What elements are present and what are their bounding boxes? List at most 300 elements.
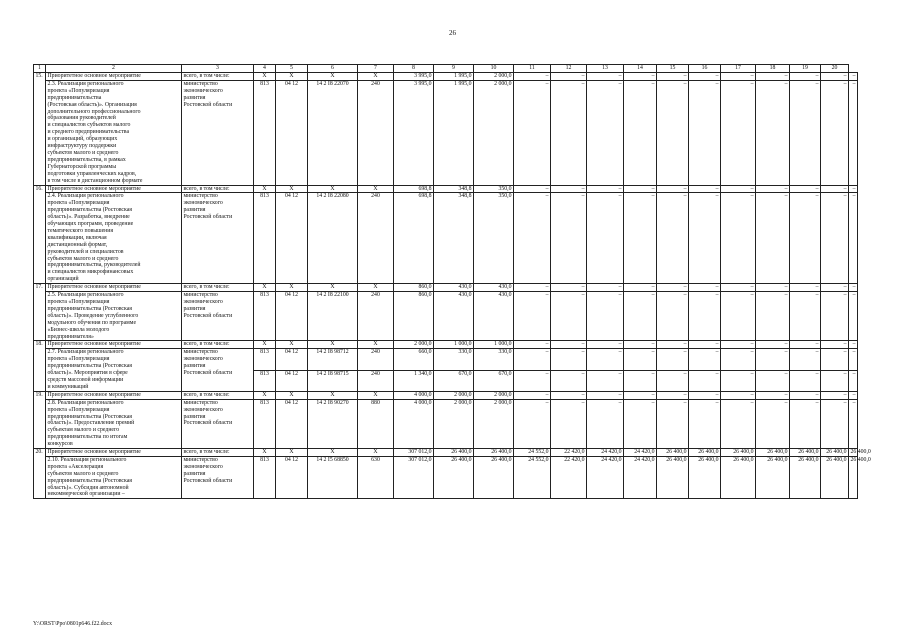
value-cell: – [514, 349, 551, 370]
value-cell: 2 000,0 [474, 80, 514, 185]
table-subrow [34, 193, 858, 284]
total-value-cell: – [689, 185, 721, 193]
total-value-cell: – [689, 341, 721, 349]
description-line: 2.10. Реализация регионального [47, 456, 127, 463]
total-value-cell: X [358, 185, 394, 193]
description-line: подготовки управленческих кадров, [47, 170, 137, 177]
value-cell: – [551, 399, 587, 448]
value-cell: 14 2 I8 22070 [308, 80, 358, 185]
total-value-cell: – [849, 73, 858, 81]
value-cell: – [514, 399, 551, 448]
total-value-cell: – [624, 391, 657, 399]
value-cell: 240 [358, 370, 394, 391]
table-row [34, 391, 858, 399]
executor-line: экономического [183, 87, 223, 94]
total-value-cell: – [821, 73, 849, 81]
description-line: субъектам малого и среднего [47, 427, 120, 434]
description-line: предпринимательства [47, 94, 102, 101]
column-number-cell: 13 [587, 65, 624, 73]
executor-line: экономического [183, 356, 223, 363]
value-cell: 26 400,0 [756, 456, 790, 498]
table-body [34, 65, 871, 499]
value-cell: 307 012,0 [394, 456, 434, 498]
description-line: субъектов малого и среднего [47, 470, 119, 477]
description-line: (Ростовская область)». Организация [47, 101, 137, 108]
total-value-cell: 26 400,0 [434, 449, 474, 457]
total-value-cell: – [721, 185, 756, 193]
value-cell: – [587, 399, 624, 448]
total-value-cell: – [790, 185, 821, 193]
total-value-cell: – [849, 391, 858, 399]
total-value-cell: 24 552,0 [514, 449, 551, 457]
value-cell: 26 400,0 [721, 456, 756, 498]
description-line: предпринимательства (Ростовская [47, 305, 132, 312]
column-number-cell: 14 [624, 65, 657, 73]
total-value-cell: – [514, 73, 551, 81]
column-number-cell: 19 [790, 65, 821, 73]
value-cell: – [657, 399, 689, 448]
total-label: всего, в том числе: [182, 391, 254, 399]
activity-description [46, 292, 182, 341]
table-row [34, 185, 858, 193]
value-cell: – [551, 349, 587, 370]
total-value-cell: 26 400,0 [850, 449, 871, 456]
executor-line: министерство [183, 292, 218, 299]
value-cell: 330,0 [474, 349, 514, 370]
total-label: всего, в том числе: [182, 185, 254, 193]
total-value-cell: – [551, 341, 587, 349]
total-label: всего, в том числе: [182, 341, 254, 349]
activity-description [46, 193, 182, 284]
description-line: организаций [47, 276, 79, 283]
description-line: проекта «Популяризация [47, 87, 110, 94]
description-line: и среднего предпринимательства [47, 129, 130, 136]
table-row [34, 341, 858, 349]
value-cell: 813 [254, 456, 276, 498]
column-number-cell: 7 [358, 65, 394, 73]
value-cell: – [587, 193, 624, 284]
description-line: область)». Проведение углубленного [47, 312, 139, 319]
value-cell: 350,0 [474, 193, 514, 284]
total-value-cell: – [790, 284, 821, 292]
executor-line: экономического [183, 406, 223, 413]
value-cell: – [790, 80, 821, 185]
table-subrow [34, 292, 858, 341]
value-cell: – [849, 370, 858, 391]
total-value-cell: – [689, 391, 721, 399]
description-line: область)». Предоставление премий [47, 420, 135, 427]
value-cell: – [821, 292, 849, 341]
executor [182, 349, 254, 391]
value-cell: – [756, 349, 790, 370]
value-cell: – [790, 370, 821, 391]
value-cell: 04 12 [276, 370, 308, 391]
value-cell: 430,0 [434, 292, 474, 341]
value-cell: 14 2 I5 68850 [308, 456, 358, 498]
value-cell: 24 552,0 [514, 456, 551, 498]
total-value-cell: X [308, 73, 358, 81]
total-value-cell: X [358, 391, 394, 399]
total-value-cell: 2 000,0 [474, 391, 514, 399]
description-line: в том числе в дистанционном формате [47, 177, 143, 184]
value-cell: – [756, 80, 790, 185]
total-value-cell: – [624, 284, 657, 292]
value-cell: 860,0 [394, 292, 434, 341]
total-value-cell: – [756, 73, 790, 81]
activity-description [46, 349, 182, 391]
value-cell: – [821, 349, 849, 370]
description-line: квалификации, включая [47, 234, 107, 241]
description-line: «Бизнес-школа молодого [47, 326, 110, 333]
description-line: средств массовой информации [47, 376, 124, 383]
value-cell: – [587, 292, 624, 341]
total-value-cell: – [821, 341, 849, 349]
total-value-cell: X [308, 391, 358, 399]
total-value-cell: X [254, 391, 276, 399]
value-cell: 240 [358, 193, 394, 284]
executor-line: министерство [183, 80, 218, 87]
value-cell: – [624, 399, 657, 448]
total-value-cell: X [308, 185, 358, 193]
total-value-cell: X [276, 341, 308, 349]
value-cell: – [756, 370, 790, 391]
page-number: 26 [449, 29, 456, 37]
total-value-cell: – [514, 341, 551, 349]
executor [182, 456, 254, 498]
column-number-cell: 11 [514, 65, 551, 73]
total-value-cell: X [276, 185, 308, 193]
value-cell: 670,0 [434, 370, 474, 391]
value-cell: – [821, 193, 849, 284]
description-line: некоммерческой организации – [47, 491, 125, 498]
value-cell: – [721, 80, 756, 185]
executor-line: развития [183, 94, 206, 101]
value-cell: 813 [254, 292, 276, 341]
total-value-cell: 2 000,0 [394, 341, 434, 349]
table-subrow [34, 349, 858, 370]
total-value-cell: X [254, 73, 276, 81]
total-value-cell: X [276, 391, 308, 399]
value-cell: – [514, 292, 551, 341]
activity-description [46, 456, 182, 498]
value-cell: – [587, 80, 624, 185]
total-value-cell: X [254, 284, 276, 292]
value-cell: 26 400,0 [689, 456, 721, 498]
total-value-cell: 26 400,0 [721, 449, 756, 457]
total-value-cell: 4 000,0 [394, 391, 434, 399]
value-cell: – [624, 349, 657, 370]
total-value-cell: – [657, 341, 689, 349]
total-value-cell: – [514, 284, 551, 292]
value-cell: – [657, 349, 689, 370]
total-label: всего, в том числе: [182, 449, 254, 457]
row-number: 20. [34, 449, 46, 499]
total-value-cell: – [756, 391, 790, 399]
table-row [34, 284, 858, 292]
column-number-cell: 10 [474, 65, 514, 73]
value-cell: 698,8 [394, 193, 434, 284]
value-cell: 26 400,0 [474, 456, 514, 498]
value-cell: 240 [358, 349, 394, 370]
total-value-cell: – [756, 185, 790, 193]
total-value-cell: – [790, 391, 821, 399]
total-value-cell: – [587, 284, 624, 292]
value-cell: – [689, 193, 721, 284]
total-value-cell: – [657, 73, 689, 81]
description-line: проекта «Акселерация [47, 463, 104, 470]
total-value-cell: 1 995,0 [434, 73, 474, 81]
description-line: 2.8. Реализация регионального [47, 399, 124, 406]
total-value-cell: 307 012,0 [394, 449, 434, 457]
value-cell: 2 000,0 [434, 399, 474, 448]
total-value-cell: – [721, 341, 756, 349]
value-cell: – [849, 193, 858, 284]
value-cell: – [756, 292, 790, 341]
total-value-cell: – [849, 341, 858, 349]
value-cell: 1 995,0 [434, 80, 474, 185]
executor-line: министерство [183, 349, 218, 356]
description-line: субъектов малого и среднего [47, 255, 119, 262]
column-number-cell: 6 [308, 65, 358, 73]
description-line: предпринимательства по итогам [47, 434, 128, 441]
total-value-cell: – [790, 73, 821, 81]
value-cell: 813 [254, 399, 276, 448]
value-cell: – [587, 370, 624, 391]
total-value-cell: – [587, 341, 624, 349]
table-subrow [34, 399, 858, 448]
value-cell: – [721, 292, 756, 341]
value-cell: – [790, 193, 821, 284]
total-value-cell: X [358, 284, 394, 292]
description-line: инфраструктуру поддержки [47, 143, 117, 150]
total-value-cell: – [657, 284, 689, 292]
total-value-cell: – [756, 284, 790, 292]
total-value-cell: 26 400,0 [474, 449, 514, 457]
total-value-cell: 1 000,0 [474, 341, 514, 349]
total-value-cell: X [308, 341, 358, 349]
executor-line: развития [183, 363, 206, 370]
value-cell: – [624, 80, 657, 185]
executor-line: развития [183, 207, 206, 214]
table-row [34, 73, 858, 81]
total-value-cell: – [624, 341, 657, 349]
value-cell: 813 [254, 349, 276, 370]
total-value-cell: – [721, 391, 756, 399]
activity-title: Приоритетное основное мероприятие [46, 391, 182, 399]
total-value-cell: 24 420,0 [624, 449, 657, 457]
description-line: проекта «Популяризация [47, 299, 110, 305]
description-line: 2.7. Реализация регионального [47, 349, 124, 356]
executor-line: министерство [183, 193, 218, 200]
value-cell: 26 400,0 [657, 456, 689, 498]
executor-line: экономического [183, 463, 223, 470]
total-value-cell: – [849, 185, 858, 193]
executor-line: экономического [183, 299, 223, 305]
executor-line: Ростовской области [183, 370, 233, 377]
executor-line: развития [183, 470, 206, 477]
value-cell: 26 400,0 [849, 456, 858, 498]
value-cell: – [721, 399, 756, 448]
total-value-cell: 22 420,0 [551, 449, 587, 457]
executor-line: развития [183, 413, 206, 420]
value-cell: – [756, 193, 790, 284]
column-number-cell: 20 [821, 65, 849, 73]
description-line: образования руководителей [47, 115, 116, 122]
value-cell: – [624, 292, 657, 341]
description-line: предпринимательства (Ростовская [47, 363, 132, 370]
value-cell: 04 12 [276, 193, 308, 284]
total-value-cell: X [308, 284, 358, 292]
total-value-cell: – [790, 341, 821, 349]
column-number-cell: 16 [689, 65, 721, 73]
executor-line: развития [183, 305, 206, 312]
total-value-cell: – [821, 185, 849, 193]
total-value-cell: 698,8 [394, 185, 434, 193]
row-number: 19. [34, 391, 46, 448]
value-cell: – [551, 292, 587, 341]
value-cell: – [821, 370, 849, 391]
description-line: предпринимательства (Ростовская [47, 477, 132, 484]
value-cell: – [790, 399, 821, 448]
total-value-cell: – [721, 284, 756, 292]
value-cell: 3 995,0 [394, 80, 434, 185]
value-cell: – [721, 193, 756, 284]
activity-title: Приоритетное основное мероприятие [46, 73, 182, 81]
value-cell: – [657, 80, 689, 185]
total-value-cell: X [276, 73, 308, 81]
description-line: область)». Разработка, внедрение [47, 214, 130, 221]
description-line: проекта «Популяризация [47, 356, 110, 363]
total-value-cell: – [849, 284, 858, 292]
value-cell: 430,0 [474, 292, 514, 341]
value-cell: 1 340,0 [394, 370, 434, 391]
total-value-cell: – [689, 73, 721, 81]
executor-line: Ростовской области [183, 477, 233, 484]
total-value-cell: 26 400,0 [821, 449, 849, 457]
total-value-cell: – [514, 185, 551, 193]
total-value-cell: – [624, 185, 657, 193]
total-value-cell: – [657, 185, 689, 193]
value-cell: – [657, 370, 689, 391]
value-cell: 14 2 I8 22080 [308, 193, 358, 284]
value-cell: – [624, 370, 657, 391]
total-value-cell: – [551, 391, 587, 399]
description-line: предпринимателя» [47, 333, 94, 340]
total-value-cell: 3 995,0 [394, 73, 434, 81]
total-value-cell: – [756, 341, 790, 349]
value-cell: – [514, 193, 551, 284]
row-number: 16. [34, 185, 46, 284]
column-number-cell: 1 [34, 65, 46, 73]
total-value-cell: – [551, 73, 587, 81]
total-value-cell: – [514, 391, 551, 399]
value-cell: – [514, 370, 551, 391]
value-cell: 04 12 [276, 456, 308, 498]
description-line: дополнительного профессионального [47, 108, 141, 115]
total-value-cell: 2 000,0 [434, 391, 474, 399]
value-cell: 14 2 I8 90270 [308, 399, 358, 448]
total-label: всего, в том числе: [182, 284, 254, 292]
value-cell: – [790, 292, 821, 341]
total-value-cell: 26 400,0 [756, 449, 790, 457]
value-cell: – [587, 349, 624, 370]
value-cell: – [790, 349, 821, 370]
description-line: и организаций, образующих [47, 136, 118, 143]
value-cell: 04 12 [276, 349, 308, 370]
description-line: предпринимательства, в рамках [47, 156, 126, 163]
description-line: предпринимательства (Ростовская [47, 207, 132, 214]
total-value-cell: 24 420,0 [587, 449, 624, 457]
activity-title: Приоритетное основное мероприятие [46, 185, 182, 193]
activity-description [46, 399, 182, 448]
value-cell: 330,0 [434, 349, 474, 370]
value-cell: 813 [254, 80, 276, 185]
table-subrow [34, 80, 858, 185]
value-cell: 22 420,0 [551, 456, 587, 498]
value-cell: 14 2 I8 98712 [308, 349, 358, 370]
value-cell: 14 2 I8 22100 [308, 292, 358, 341]
column-number-cell: 18 [756, 65, 790, 73]
value-cell: – [689, 292, 721, 341]
value-cell: – [721, 370, 756, 391]
total-label: всего, в том числе: [182, 73, 254, 81]
executor-line: министерство [183, 399, 218, 406]
description-line: и специалистов субъектов малого [47, 122, 131, 129]
value-cell: – [721, 349, 756, 370]
total-value-cell: 26 400,0 [657, 449, 689, 457]
executor-line: Ростовской области [183, 101, 233, 108]
executor [182, 193, 254, 284]
total-value-cell: – [587, 73, 624, 81]
description-line: Губернаторской программы [47, 163, 117, 170]
value-cell: – [551, 193, 587, 284]
activity-title: Приоритетное основное мероприятие [46, 341, 182, 349]
description-line: 2.5. Реализация регионального [47, 292, 124, 299]
column-number-cell: 15 [657, 65, 689, 73]
description-line: 2.3. Реализация регионального [47, 80, 124, 87]
total-value-cell: 430,0 [434, 284, 474, 292]
description-line: предпринимательства, руководителей [47, 262, 141, 269]
description-line: предпринимательства (Ростовская [47, 413, 132, 420]
column-number-cell: 2 [46, 65, 182, 73]
column-number-cell: 17 [721, 65, 756, 73]
value-cell: – [551, 370, 587, 391]
value-cell: 630 [358, 456, 394, 498]
total-value-cell: X [254, 341, 276, 349]
activity-title: Приоритетное основное мероприятие [46, 449, 182, 457]
row-number: 15. [34, 73, 46, 186]
total-value-cell: X [358, 341, 394, 349]
value-cell: – [689, 349, 721, 370]
total-value-cell: – [821, 284, 849, 292]
budget-table [33, 64, 871, 499]
total-value-cell: – [821, 391, 849, 399]
column-number-row [34, 65, 858, 73]
value-cell: – [849, 80, 858, 185]
total-value-cell: – [689, 284, 721, 292]
file-path: Y:\ORST\Ppo\0801p646.f22.docx [33, 621, 113, 627]
value-cell: 670,0 [474, 370, 514, 391]
total-value-cell: 26 400,0 [689, 449, 721, 457]
value-cell: – [689, 399, 721, 448]
row-number: 17. [34, 284, 46, 341]
value-cell: – [657, 193, 689, 284]
value-cell: 660,0 [394, 349, 434, 370]
total-value-cell: 1 000,0 [434, 341, 474, 349]
total-value-cell: – [551, 185, 587, 193]
total-value-cell: – [624, 73, 657, 81]
value-cell: 880 [358, 399, 394, 448]
